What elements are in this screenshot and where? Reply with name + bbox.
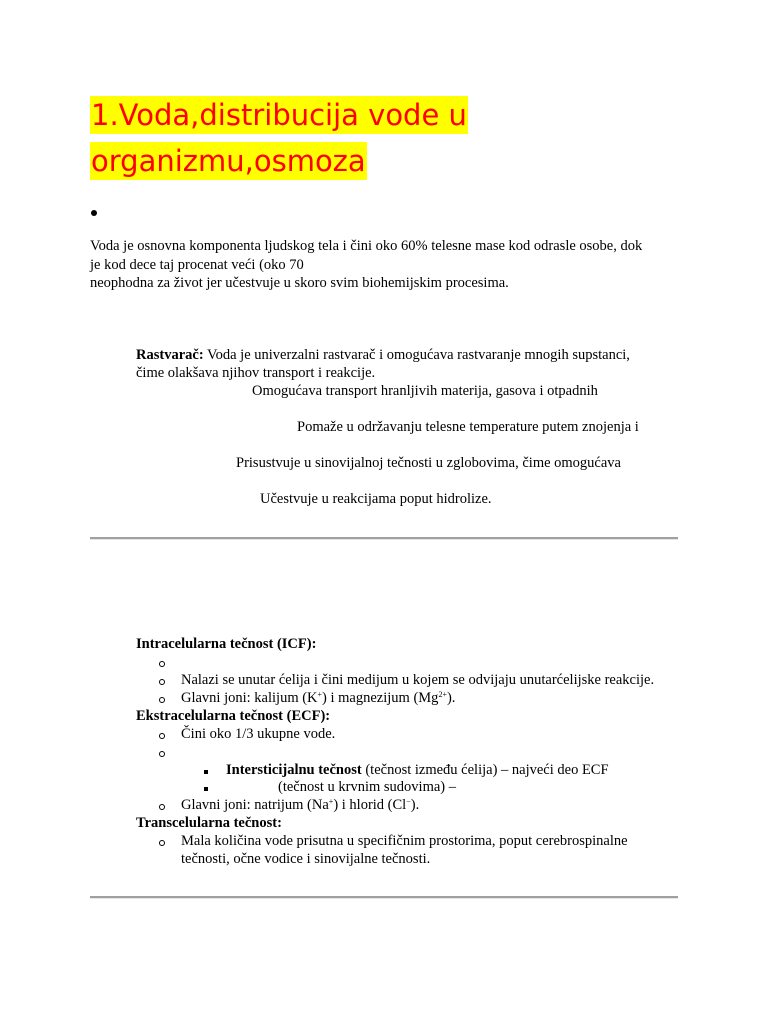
circle-bullet [159, 751, 165, 757]
circle-bullet [159, 840, 165, 846]
tcf-item-line-1: Mala količina vode prisutna u specifičnim prostorima, poput cerebrospinalne [181, 833, 628, 849]
superscript: 2+ [438, 690, 447, 699]
ecf-sub-item-1 [226, 762, 609, 779]
square-bullet [204, 770, 208, 774]
title-line-2: organizmu,osmoza [91, 144, 366, 178]
ecf-item-3-text: Glavni joni: natrijum (Na [181, 797, 329, 813]
intro-line-3: neophodna za život jer učestvuje u skoro svim biohemijskim procesima. [90, 275, 509, 291]
superscript: − [406, 797, 411, 806]
hydrolysis-text: Učestvuje u reakcijama poput hidrolize. [260, 491, 492, 507]
bullet-point [91, 210, 97, 216]
solvent-line-1 [136, 347, 630, 364]
circle-bullet [159, 697, 165, 703]
ecf-item-3-text: ) i hlorid (Cl [333, 797, 407, 813]
ecf-sub-item-2: (tečnost u krvnim sudovima) – [278, 779, 457, 795]
solvent-line-2: čime olakšava njihov transport i reakcije. [136, 365, 376, 381]
tcf-heading-text: Transcelularna tečnost: [136, 815, 282, 831]
icf-item-2-text: Glavni joni: kalijum (K [181, 690, 318, 706]
horizontal-divider [90, 537, 678, 540]
square-bullet [204, 787, 208, 791]
tcf-item-line-2: tečnosti, očne vodice i sinovijalne tečnosti. [181, 851, 431, 867]
transport-text: Omogućava transport hranljivih materija, gasova i otpadnih [252, 383, 598, 399]
intro-line-1: Voda je osnovna komponenta ljudskog tela i čini oko 60% telesne mase kod odrasle osobe, dok [90, 238, 643, 254]
interstitial-text: (tečnost između ćelija) – najveći deo ECF [361, 762, 609, 778]
ecf-heading-text: Ekstracelularna tečnost (ECF): [136, 708, 331, 724]
icf-item-1: Nalazi se unutar ćelija i čini medijum u kojem se odvijaju unutarćelijske reakcije. [181, 672, 655, 688]
superscript: + [317, 690, 323, 699]
ecf-item-3-text: ). [410, 797, 420, 813]
icf-heading-text: Intracelularna tečnost (ICF): [136, 636, 317, 652]
title-line-1: 1.Voda,distribucija vode u [91, 98, 467, 132]
circle-bullet [159, 679, 165, 685]
icf-heading [136, 636, 316, 653]
synovial-text: Prisustvuje u sinovijalnoj tečnosti u zglobovima, čime omogućava [236, 455, 621, 471]
icf-item-2-text: ) i magnezijum (Mg [322, 690, 439, 706]
circle-bullet [159, 733, 165, 739]
horizontal-divider [90, 896, 678, 899]
ecf-heading [136, 708, 330, 725]
solvent-text: Voda je univerzalni rastvarač i omogućava rastvaranje mnogih supstanci, [203, 347, 630, 363]
circle-bullet [159, 661, 165, 667]
icf-item-2-text: ). [446, 690, 456, 706]
superscript: + [328, 797, 334, 806]
ecf-item-3 [181, 797, 419, 814]
solvent-label: Rastvarač: [136, 347, 204, 363]
intro-line-2: je kod dece taj procenat veći (oko 70 [90, 257, 304, 273]
tcf-heading [136, 815, 282, 832]
ecf-item-1: Čini oko 1/3 ukupne vode. [181, 726, 336, 742]
icf-item-2 [181, 690, 455, 707]
circle-bullet [159, 804, 165, 810]
interstitial-label: Intersticijalnu tečnost [226, 762, 362, 778]
temperature-text: Pomaže u održavanju telesne temperature putem znojenja i [297, 419, 639, 435]
